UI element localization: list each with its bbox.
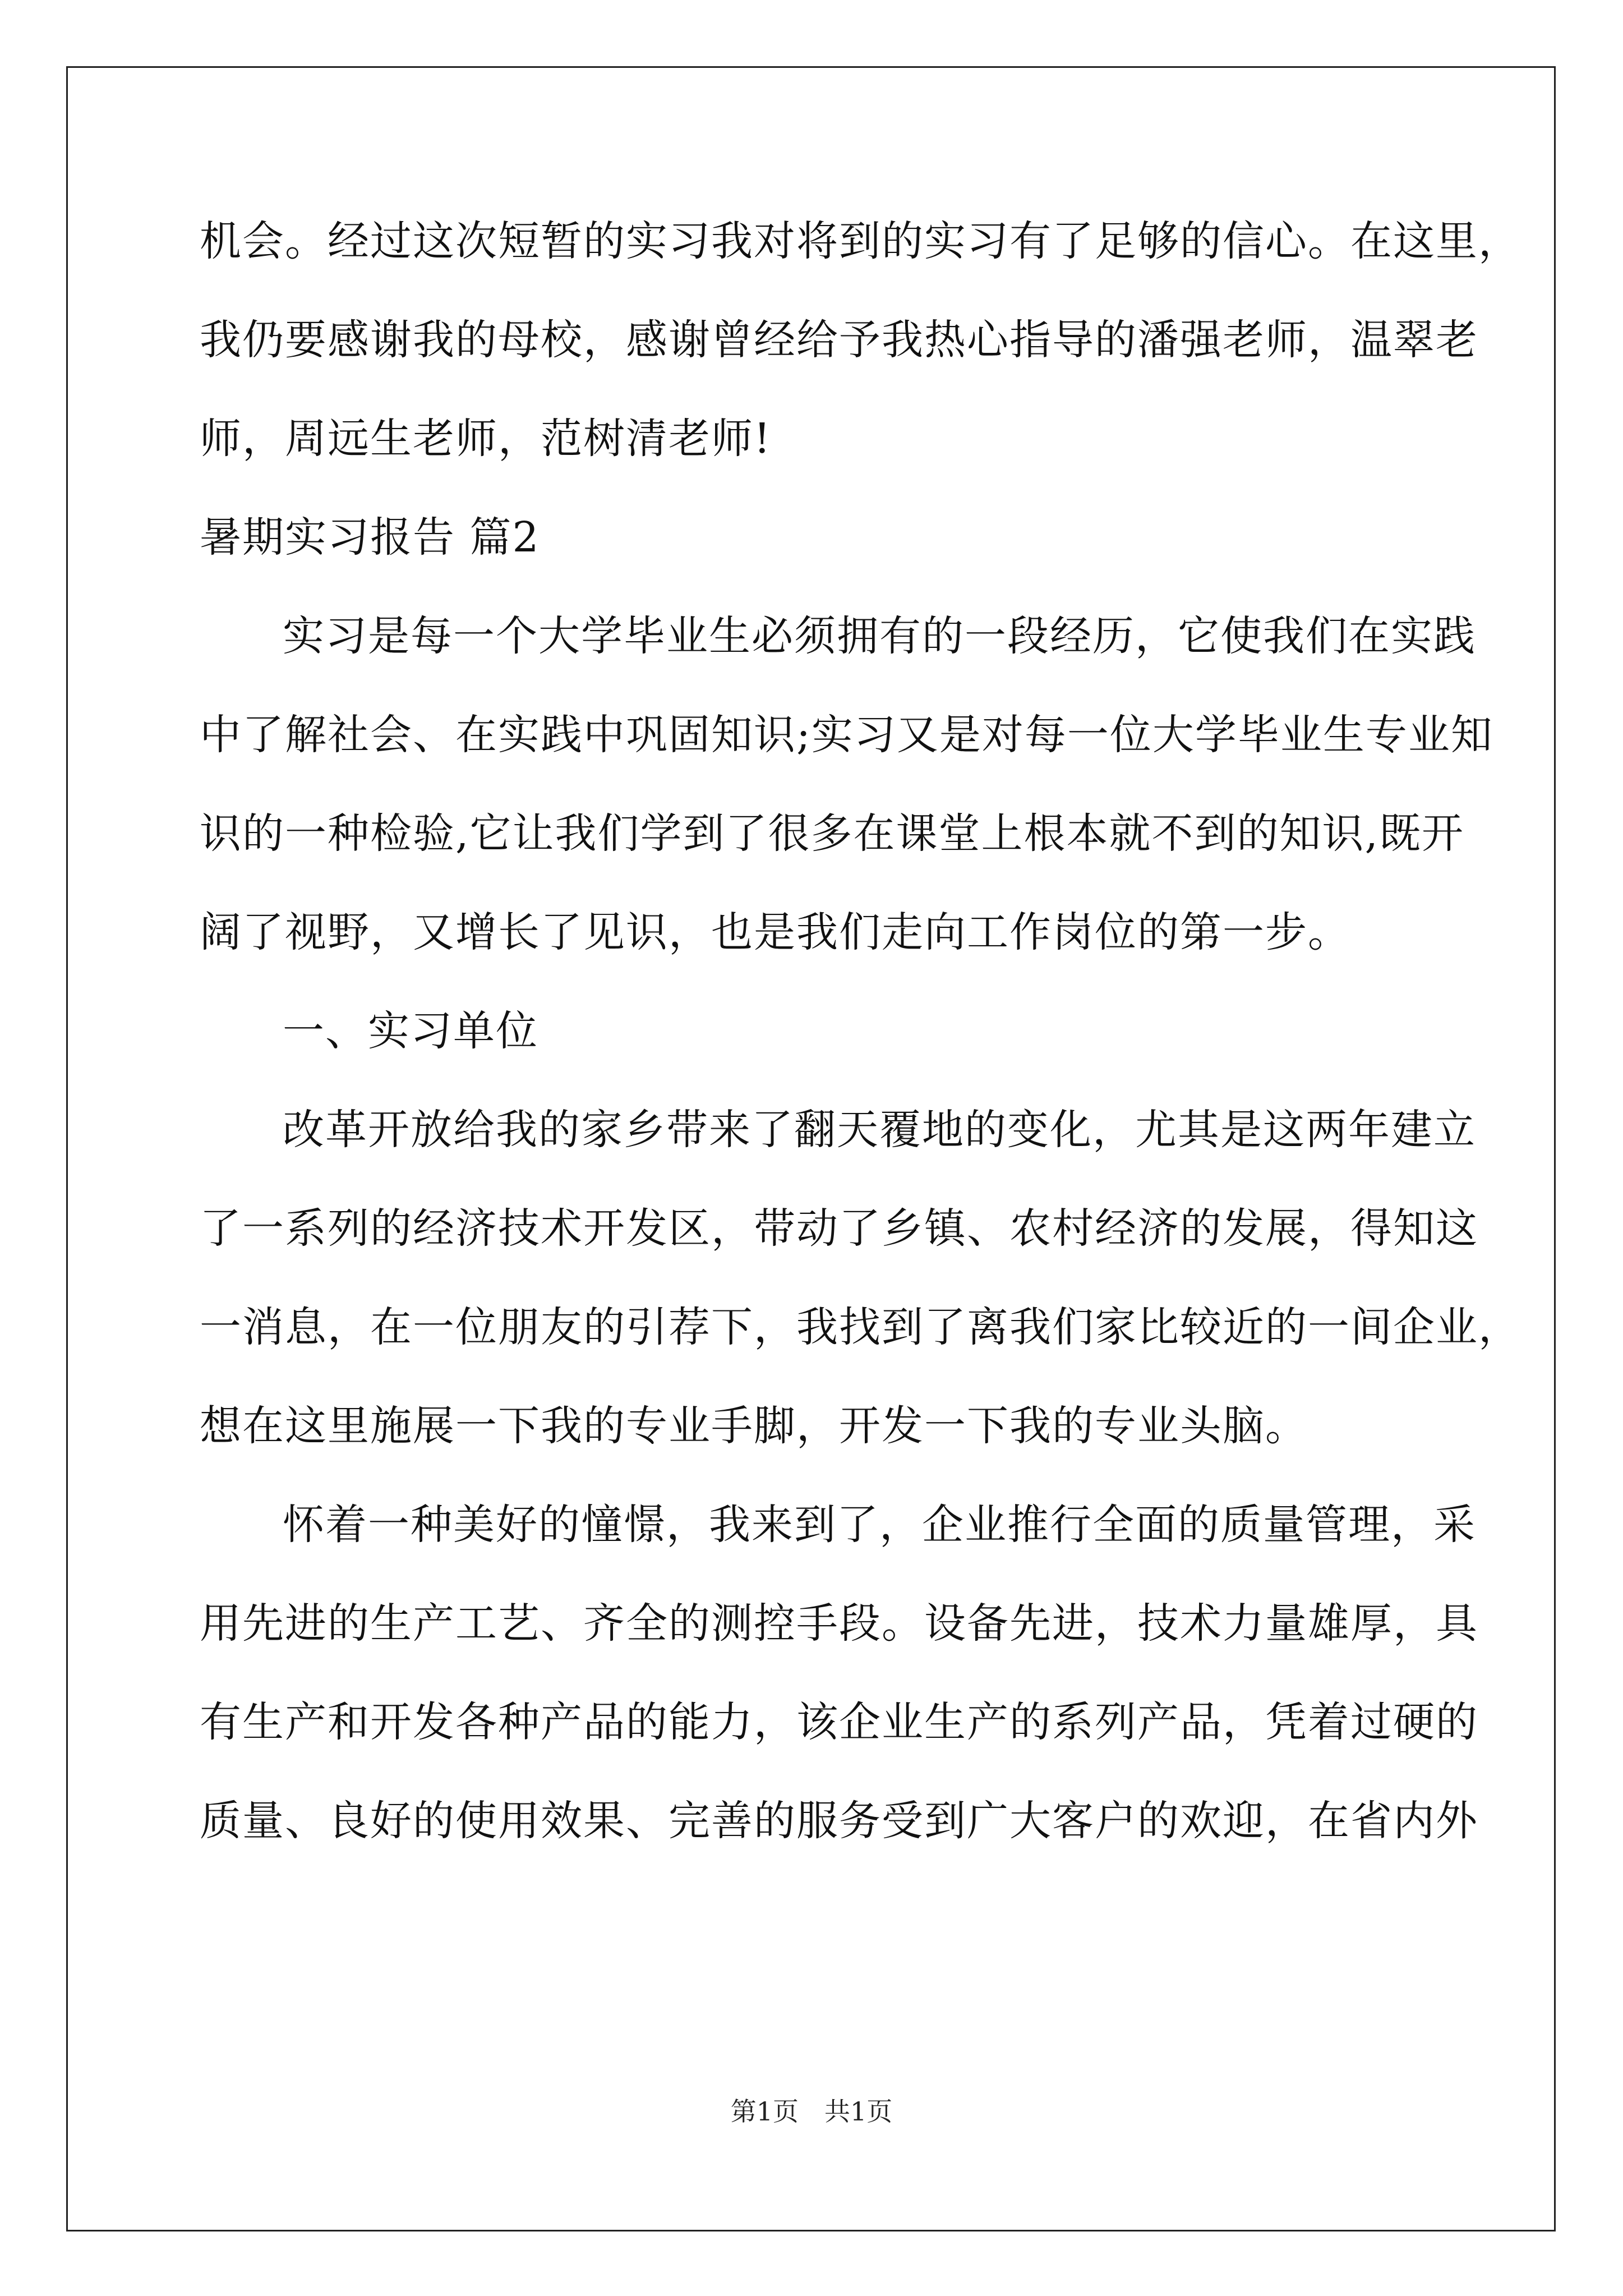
body-text-line: 实习是每一个大学毕业生必须拥有的一段经历，它使我们在实践 bbox=[283, 612, 1476, 660]
body-text-line: 识的一种检验,它让我们学到了很多在课堂上根本就不到的知识,既开 bbox=[200, 809, 1465, 858]
body-text-line: 用先进的生产工艺、齐全的测控手段。设备先进，技术力量雄厚，具 bbox=[200, 1599, 1478, 1648]
body-text-line: 质量、良好的使用效果、完善的服务受到广大客户的欢迎，在省内外 bbox=[200, 1797, 1478, 1845]
subsection-heading: 一、实习单位 bbox=[283, 1007, 538, 1055]
body-text-line: 怀着一种美好的憧憬，我来到了，企业推行全面的质量管理，采 bbox=[283, 1501, 1476, 1549]
body-text-line: 了一系列的经济技术开发区，带动了乡镇、农村经济的发展，得知这 bbox=[200, 1204, 1478, 1253]
body-text-line: 师，周远生老师，范树清老师! bbox=[200, 415, 772, 463]
body-text-line: 想在这里施展一下我的专业手脚，开发一下我的专业头脑。 bbox=[200, 1402, 1308, 1450]
body-text-line: 一消息，在一位朋友的引荐下，我找到了离我们家比较近的一间企业， bbox=[200, 1303, 1521, 1351]
page-footer: 第1页 共1页 bbox=[730, 2096, 893, 2127]
body-text-line: 有生产和开发各种产品的能力，该企业生产的系列产品，凭着过硬的 bbox=[200, 1698, 1478, 1746]
body-text-line: 改革开放给我的家乡带来了翻天覆地的变化，尤其是这两年建立 bbox=[283, 1106, 1476, 1154]
body-text-line: 机会。经过这次短暂的实习我对将到的实习有了足够的信心。在这里， bbox=[200, 217, 1521, 265]
section-heading: 暑期实习报告 篇2 bbox=[200, 513, 540, 562]
body-text-line: 我仍要感谢我的母校，感谢曾经给予我热心指导的潘强老师，温翠老 bbox=[200, 316, 1478, 364]
body-text-line: 中了解社会、在实践中巩固知识;实习又是对每一位大学毕业生专业知 bbox=[200, 711, 1493, 759]
body-text-line: 阔了视野，又增长了见识，也是我们走向工作岗位的第一步。 bbox=[200, 908, 1350, 956]
